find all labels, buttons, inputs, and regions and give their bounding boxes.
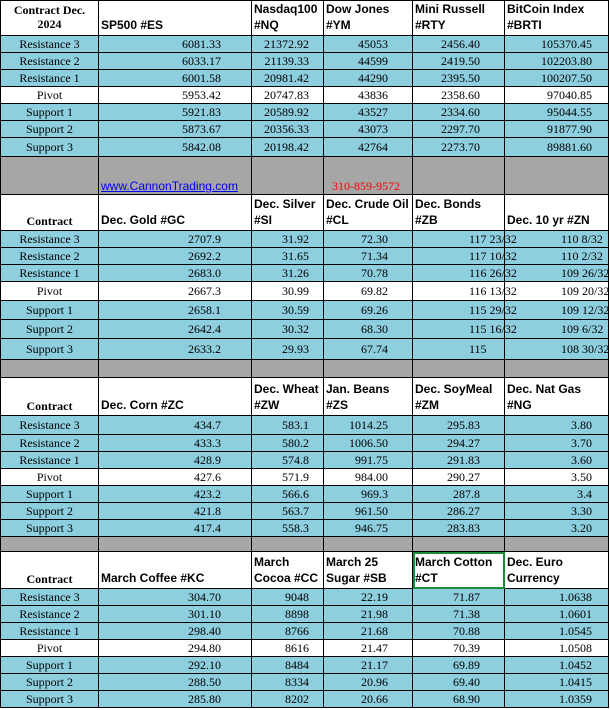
level-row — [1, 674, 609, 691]
phone-number[interactable]: 310-859-9572 — [332, 179, 400, 193]
instrument-header: March Cocoa #CC — [252, 552, 324, 589]
section-header-row — [1, 552, 609, 589]
price-cell: 286.27 — [413, 503, 505, 520]
level-label: Support 3 — [1, 520, 99, 537]
level-label: Resistance 1 — [1, 452, 99, 469]
price-cell: 31.26 — [252, 265, 324, 282]
level-label: Support 3 — [1, 138, 99, 157]
level-label: Resistance 2 — [1, 248, 99, 265]
level-label: Resistance 1 — [1, 70, 99, 87]
price-cell: 20.66 — [324, 691, 413, 708]
instrument-header[interactable]: March Cotton #CT — [413, 552, 505, 589]
price-cell: 583.1 — [252, 416, 324, 435]
price-cell: 8484 — [252, 657, 324, 674]
instrument-header: Dow Jones #YM — [324, 1, 413, 36]
price-cell: 2658.1 — [99, 301, 252, 320]
price-cell: 68.90 — [413, 691, 505, 708]
price-cell: 2633.2 — [99, 339, 252, 360]
price-cell: 8766 — [252, 623, 324, 640]
level-label: Support 2 — [1, 503, 99, 520]
separator-cell — [324, 537, 413, 552]
section-header-row — [1, 1, 609, 36]
price-cell: 116 13/32 — [413, 282, 505, 301]
separator-cell — [252, 157, 324, 195]
price-cell: 109 26/32 — [505, 265, 609, 282]
pivot-row — [1, 282, 609, 301]
price-cell: 115 29/32 — [413, 301, 505, 320]
website-link[interactable]: www.CannonTrading.com — [101, 179, 238, 193]
price-cell: 30.99 — [252, 282, 324, 301]
price-cell: 6001.58 — [99, 70, 252, 87]
price-cell: 1006.50 — [324, 435, 413, 452]
price-cell: 1.0359 — [505, 691, 609, 708]
instrument-header: Mini Russell #RTY — [413, 1, 505, 36]
price-cell: 1.0638 — [505, 589, 609, 606]
instrument-header: Dec. Bonds #ZB — [413, 195, 505, 231]
section-header-row — [1, 378, 609, 416]
separator-cell — [1, 157, 99, 195]
price-cell: 3.20 — [505, 520, 609, 537]
price-cell: 1014.25 — [324, 416, 413, 435]
price-cell: 43073 — [324, 121, 413, 138]
section-header-row — [1, 195, 609, 231]
price-cell: 31.92 — [252, 231, 324, 248]
pivot-row — [1, 469, 609, 486]
price-cell: 558.3 — [252, 520, 324, 537]
price-cell: 21139.33 — [252, 53, 324, 70]
price-cell: 97040.85 — [505, 87, 609, 104]
price-cell: 295.83 — [413, 416, 505, 435]
price-cell: 283.83 — [413, 520, 505, 537]
price-cell: 2692.2 — [99, 248, 252, 265]
price-cell: 20356.33 — [252, 121, 324, 138]
price-cell: 105370.45 — [505, 36, 609, 53]
price-cell: 2297.70 — [413, 121, 505, 138]
price-cell: 961.50 — [324, 503, 413, 520]
price-cell: 285.80 — [99, 691, 252, 708]
level-row — [1, 53, 609, 70]
price-cell: 417.4 — [99, 520, 252, 537]
separator-row — [1, 360, 609, 378]
level-row — [1, 606, 609, 623]
level-label: Support 3 — [1, 339, 99, 360]
price-cell: 423.2 — [99, 486, 252, 503]
contract-label: Contract — [1, 378, 99, 416]
instrument-header: Dec. SoyMeal #ZM — [413, 378, 505, 416]
level-label: Resistance 1 — [1, 623, 99, 640]
instrument-header: Dec. Silver #SI — [252, 195, 324, 231]
price-cell: 117 23/32 — [413, 231, 505, 248]
price-cell: 563.7 — [252, 503, 324, 520]
level-label: Resistance 3 — [1, 36, 99, 53]
price-cell: 29.93 — [252, 339, 324, 360]
price-cell: 70.88 — [413, 623, 505, 640]
price-cell: 434.7 — [99, 416, 252, 435]
price-cell: 43527 — [324, 104, 413, 121]
level-row — [1, 70, 609, 87]
price-cell: 2419.50 — [413, 53, 505, 70]
price-cell: 1.0508 — [505, 640, 609, 657]
price-cell: 20589.92 — [252, 104, 324, 121]
level-row — [1, 320, 609, 339]
price-cell: 109 12/32 — [505, 301, 609, 320]
price-cell: 31.65 — [252, 248, 324, 265]
level-label: Support 1 — [1, 486, 99, 503]
separator-cell — [505, 537, 609, 552]
price-cell: 574.8 — [252, 452, 324, 469]
instrument-header: Dec. Wheat #ZW — [252, 378, 324, 416]
price-cell: 115 16/32 — [413, 320, 505, 339]
price-cell: 95044.55 — [505, 104, 609, 121]
instrument-header: Dec. Gold #GC — [99, 195, 252, 231]
price-cell: 109 20/32 — [505, 282, 609, 301]
price-cell: 44290 — [324, 70, 413, 87]
price-cell: 21.98 — [324, 606, 413, 623]
level-label: Support 1 — [1, 657, 99, 674]
price-cell: 292.10 — [99, 657, 252, 674]
level-label: Resistance 2 — [1, 606, 99, 623]
price-cell: 2667.3 — [99, 282, 252, 301]
price-cell: 946.75 — [324, 520, 413, 537]
price-cell: 45053 — [324, 36, 413, 53]
level-row — [1, 301, 609, 320]
price-cell: 6033.17 — [99, 53, 252, 70]
price-cell: 571.9 — [252, 469, 324, 486]
contract-label: Contract — [1, 552, 99, 589]
price-cell: 43836 — [324, 87, 413, 104]
price-cell: 20198.42 — [252, 138, 324, 157]
price-cell: 21.47 — [324, 640, 413, 657]
separator-cell — [324, 360, 413, 378]
price-cell: 70.39 — [413, 640, 505, 657]
price-cell: 68.30 — [324, 320, 413, 339]
price-cell: 288.50 — [99, 674, 252, 691]
price-cell: 3.4 — [505, 486, 609, 503]
level-label: Resistance 1 — [1, 265, 99, 282]
pivot-row — [1, 87, 609, 104]
separator-cell — [413, 537, 505, 552]
price-cell: 20.96 — [324, 674, 413, 691]
level-label: Pivot — [1, 640, 99, 657]
price-cell: 71.38 — [413, 606, 505, 623]
level-label: Resistance 3 — [1, 231, 99, 248]
price-cell: 428.9 — [99, 452, 252, 469]
level-row — [1, 486, 609, 503]
price-cell: 427.6 — [99, 469, 252, 486]
price-cell: 20981.42 — [252, 70, 324, 87]
instrument-header: Dec. Euro Currency — [505, 552, 609, 589]
price-cell: 5953.42 — [99, 87, 252, 104]
price-cell: 5873.67 — [99, 121, 252, 138]
instrument-header: Jan. Beans #ZS — [324, 378, 413, 416]
level-row — [1, 231, 609, 248]
level-row — [1, 691, 609, 708]
price-cell: 70.78 — [324, 265, 413, 282]
price-cell: 116 26/32 — [413, 265, 505, 282]
price-cell: 89881.60 — [505, 138, 609, 157]
level-row — [1, 138, 609, 157]
price-cell: 69.89 — [413, 657, 505, 674]
level-row — [1, 503, 609, 520]
level-label: Pivot — [1, 282, 99, 301]
price-cell: 30.59 — [252, 301, 324, 320]
level-label: Support 2 — [1, 320, 99, 339]
price-cell: 294.80 — [99, 640, 252, 657]
level-row — [1, 416, 609, 435]
price-cell: 91877.90 — [505, 121, 609, 138]
separator-cell — [413, 157, 505, 195]
price-cell: 433.3 — [99, 435, 252, 452]
instrument-header: March Coffee #KC — [99, 552, 252, 589]
contract-label: Contract Dec. 2024 — [1, 1, 99, 36]
price-cell: 9048 — [252, 589, 324, 606]
level-row — [1, 520, 609, 537]
price-cell: 3.30 — [505, 503, 609, 520]
level-row — [1, 339, 609, 360]
price-cell: 2456.40 — [413, 36, 505, 53]
price-cell: 69.82 — [324, 282, 413, 301]
price-cell: 21.17 — [324, 657, 413, 674]
price-cell: 287.8 — [413, 486, 505, 503]
price-cell: 1.0601 — [505, 606, 609, 623]
level-label: Support 2 — [1, 121, 99, 138]
separator-cell — [252, 360, 324, 378]
separator-cell — [505, 360, 609, 378]
price-cell: 2642.4 — [99, 320, 252, 339]
price-cell: 69.40 — [413, 674, 505, 691]
price-cell: 566.6 — [252, 486, 324, 503]
separator-cell — [252, 537, 324, 552]
level-row — [1, 104, 609, 121]
price-cell: 21.68 — [324, 623, 413, 640]
price-cell: 421.8 — [99, 503, 252, 520]
price-cell: 115 — [413, 339, 505, 360]
price-cell: 71.87 — [413, 589, 505, 606]
price-cell: 5842.08 — [99, 138, 252, 157]
price-cell: 67.74 — [324, 339, 413, 360]
price-cell: 30.32 — [252, 320, 324, 339]
price-cell: 8898 — [252, 606, 324, 623]
price-cell: 2707.9 — [99, 231, 252, 248]
price-cell: 102203.80 — [505, 53, 609, 70]
level-label: Support 1 — [1, 301, 99, 320]
separator-cell — [99, 360, 252, 378]
price-cell: 298.40 — [99, 623, 252, 640]
level-row — [1, 452, 609, 469]
price-cell: 984.00 — [324, 469, 413, 486]
price-cell: 3.70 — [505, 435, 609, 452]
price-cell: 110 2/32 — [505, 248, 609, 265]
price-cell: 294.27 — [413, 435, 505, 452]
price-cell: 71.34 — [324, 248, 413, 265]
separator-row — [1, 157, 609, 195]
price-cell: 291.83 — [413, 452, 505, 469]
level-label: Resistance 3 — [1, 589, 99, 606]
price-cell: 69.26 — [324, 301, 413, 320]
price-cell: 22.19 — [324, 589, 413, 606]
price-cell: 21372.92 — [252, 36, 324, 53]
price-cell: 1.0415 — [505, 674, 609, 691]
instrument-header: Dec. Nat Gas #NG — [505, 378, 609, 416]
price-cell: 580.2 — [252, 435, 324, 452]
price-cell: 8202 — [252, 691, 324, 708]
instrument-header: Dec. 10 yr #ZN — [505, 195, 609, 231]
price-cell: 1.0545 — [505, 623, 609, 640]
price-cell: 108 30/32 — [505, 339, 609, 360]
level-label: Pivot — [1, 469, 99, 486]
level-row — [1, 623, 609, 640]
price-cell: 1.0452 — [505, 657, 609, 674]
price-cell: 3.60 — [505, 452, 609, 469]
price-cell: 3.80 — [505, 416, 609, 435]
instrument-header: Dec. Corn #ZC — [99, 378, 252, 416]
separator-row — [1, 537, 609, 552]
price-cell: 8334 — [252, 674, 324, 691]
contract-label: Contract — [1, 195, 99, 231]
instrument-header: SP500 #ES — [99, 1, 252, 36]
price-cell: 2395.50 — [413, 70, 505, 87]
level-row — [1, 657, 609, 674]
price-cell: 301.10 — [99, 606, 252, 623]
price-cell: 117 10/32 — [413, 248, 505, 265]
separator-cell — [1, 360, 99, 378]
price-cell: 42764 — [324, 138, 413, 157]
price-cell: 2358.60 — [413, 87, 505, 104]
phone-cell — [324, 157, 413, 195]
price-cell: 969.3 — [324, 486, 413, 503]
level-row — [1, 265, 609, 282]
price-cell: 8616 — [252, 640, 324, 657]
website-cell — [99, 157, 252, 195]
pivot-row — [1, 640, 609, 657]
price-cell: 6081.33 — [99, 36, 252, 53]
separator-cell — [1, 537, 99, 552]
price-cell: 991.75 — [324, 452, 413, 469]
instrument-header: Nasdaq100 #NQ — [252, 1, 324, 36]
level-row — [1, 121, 609, 138]
price-cell: 2334.60 — [413, 104, 505, 121]
level-row — [1, 36, 609, 53]
price-cell: 304.70 — [99, 589, 252, 606]
instrument-header: March 25 Sugar #SB — [324, 552, 413, 589]
level-label: Resistance 2 — [1, 435, 99, 452]
price-cell: 110 8/32 — [505, 231, 609, 248]
price-cell: 72.30 — [324, 231, 413, 248]
price-cell: 44599 — [324, 53, 413, 70]
level-label: Pivot — [1, 87, 99, 104]
instrument-header: Dec. Crude Oil #CL — [324, 195, 413, 231]
price-cell: 2273.70 — [413, 138, 505, 157]
level-label: Resistance 2 — [1, 53, 99, 70]
level-label: Support 3 — [1, 691, 99, 708]
price-cell: 5921.83 — [99, 104, 252, 121]
separator-cell — [505, 157, 609, 195]
price-cell: 2683.0 — [99, 265, 252, 282]
price-cell: 20747.83 — [252, 87, 324, 104]
separator-cell — [413, 360, 505, 378]
level-row — [1, 589, 609, 606]
level-row — [1, 435, 609, 452]
price-cell: 3.50 — [505, 469, 609, 486]
separator-cell — [99, 537, 252, 552]
price-cell: 109 6/32 — [505, 320, 609, 339]
level-label: Resistance 3 — [1, 416, 99, 435]
price-cell: 290.27 — [413, 469, 505, 486]
instrument-header: BitCoin Index #BRTI — [505, 1, 609, 36]
level-row — [1, 248, 609, 265]
level-label: Support 1 — [1, 104, 99, 121]
price-cell: 100207.50 — [505, 70, 609, 87]
level-label: Support 2 — [1, 674, 99, 691]
